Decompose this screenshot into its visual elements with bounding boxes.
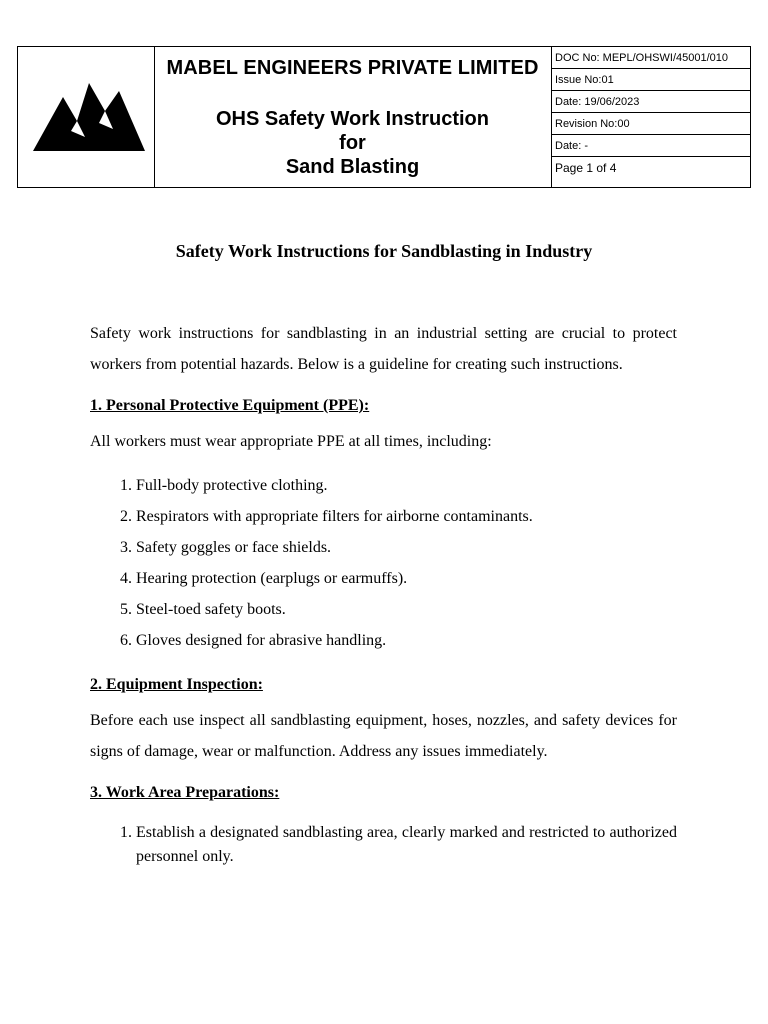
document-meta: [551, 47, 750, 187]
list-item: 1. Full-body protective clothing.: [136, 470, 677, 501]
revision-date: Date: -: [551, 135, 750, 157]
section-text-inspection: Before each use inspect all sandblasting equipment, hoses, nozzles, and safety devices for signs of damage, wear or malfunction. Address any issues immediately.: [90, 712, 677, 760]
list-item: 5. Steel-toed safety boots.: [136, 594, 677, 625]
document-header: [17, 46, 751, 188]
section-heading-work-area: 3. Work Area Preparations:: [90, 784, 280, 801]
title-cell: [154, 47, 552, 187]
list-item: 3. Safety goggles or face shields.: [136, 532, 677, 563]
ppe-list: [90, 470, 677, 656]
list-item: 1. Establish a designated sandblasting area, clearly marked and restricted to authorized personnel only.: [136, 821, 677, 869]
work-area-list: [90, 821, 677, 869]
section-text-ppe: All workers must wear appropriate PPE at all times, including:: [90, 433, 492, 450]
document-title: [154, 107, 551, 179]
doc-number: DOC No: MEPL/OHSWI/45001/010: [551, 47, 750, 69]
logo-cell: [18, 47, 155, 187]
main-heading: Safety Work Instructions for Sandblasting in Industry: [175, 241, 593, 261]
section-heading-inspection: 2. Equipment Inspection:: [90, 676, 263, 693]
document-body: [90, 318, 677, 869]
document-title-line: OHS Safety Work Instruction: [215, 108, 489, 130]
revision-number: Revision No:00: [551, 113, 750, 135]
page-number: Page 1 of 4: [555, 161, 617, 175]
document-title-line: for: [339, 132, 366, 154]
company-name: MABEL ENGINEERS PRIVATE LIMITED: [166, 57, 539, 79]
list-item: 6. Gloves designed for abrasive handling.: [136, 625, 677, 656]
issue-date: Date: 19/06/2023: [551, 91, 750, 113]
section-heading-ppe: 1. Personal Protective Equipment (PPE):: [90, 397, 370, 414]
list-item: 4. Hearing protection (earplugs or earmuffs).: [136, 563, 677, 594]
company-logo-icon: [33, 83, 145, 151]
document-title-line: Sand Blasting: [285, 156, 420, 178]
issue-number: Issue No:01: [551, 69, 750, 91]
intro-paragraph: Safety work instructions for sandblasting in an industrial setting are crucial to protect workers from potential hazards. Below is a guideline for creating such instructions.: [90, 325, 677, 373]
list-item: 2. Respirators with appropriate filters for airborne contaminants.: [136, 501, 677, 532]
